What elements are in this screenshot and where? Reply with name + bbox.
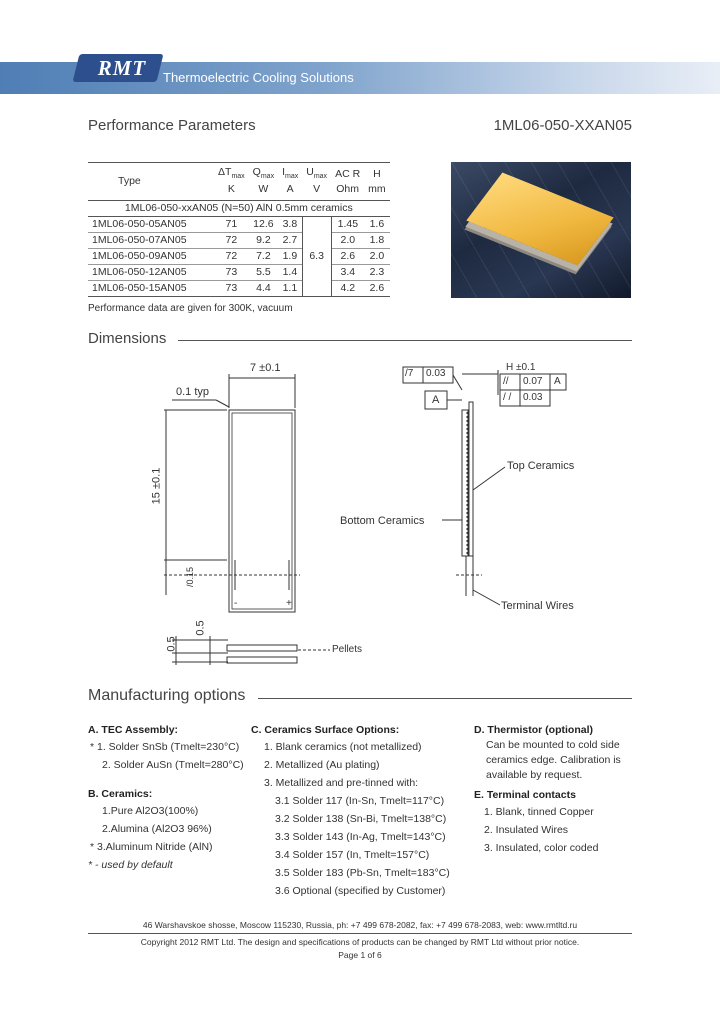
terminal-title: E. Terminal contacts xyxy=(474,789,576,801)
footer-rule xyxy=(88,933,632,934)
col-type: Type xyxy=(118,175,141,188)
terminal-wires-label: Terminal Wires xyxy=(501,600,574,612)
parallel-ref: A xyxy=(554,376,561,387)
page-title: Performance Parameters xyxy=(88,117,256,134)
list-item: 3. Insulated, color coded xyxy=(484,842,599,854)
default-note: * - used by default xyxy=(88,859,173,871)
list-item: 3.2 Solder 138 (Sn-Bi, Tmelt=138°C) xyxy=(275,813,447,825)
list-item: 1. Blank, tinned Copper xyxy=(484,806,594,818)
umax-value: 6.3 xyxy=(302,217,331,297)
column-assembly xyxy=(88,724,244,874)
list-item: 3.3 Solder 143 (In-Ag, Tmelt=143°C) xyxy=(275,831,446,843)
list-item: 1.Pure Al2O3(100%) xyxy=(102,805,199,817)
unit-mm: mm xyxy=(368,183,386,196)
flatness-value: 0.03 xyxy=(426,368,446,379)
thermistor-title: D. Thermistor (optional) xyxy=(474,724,593,736)
plus-label: + xyxy=(286,598,292,609)
list-item: 3.4 Solder 157 (In, Tmelt=157°C) xyxy=(275,849,430,861)
list-item: 1. Blank ceramics (not metallized) xyxy=(264,741,422,753)
flatness-symbol: /7 xyxy=(405,368,414,379)
parallel-symbol: // xyxy=(503,376,509,387)
list-item: 2. Metallized (Au plating) xyxy=(264,759,380,771)
manufacturing-rule xyxy=(258,698,632,699)
table-row: 1ML06-050-05AN05 71 12.6 3.8 6.3 1.45 1.6 xyxy=(88,217,390,233)
list-item: 2.Alumina (Al2O3 96%) xyxy=(102,823,212,835)
side-dim-b: 0.5 xyxy=(194,620,207,636)
module-top-view xyxy=(229,410,295,612)
flatness2-value: 0.03 xyxy=(523,392,543,403)
h-label: H ±0.1 xyxy=(506,362,536,373)
group-label: 1ML06-050-xxAN05 (N=50) AlN 0.5mm ceramics xyxy=(124,202,353,215)
width-label: 7 ±0.1 xyxy=(250,362,281,374)
bottom-ceramics-label: Bottom Ceramics xyxy=(340,515,425,527)
list-item: 2. Solder AuSn (Tmelt=280°C) xyxy=(102,759,244,771)
dimensions-title: Dimensions xyxy=(88,330,167,347)
col-dtmax: $\Delta T_{max}$ xyxy=(218,166,245,181)
thickness-label: 0.1 typ xyxy=(176,386,210,398)
col-imax: $I_{max}$ xyxy=(282,166,299,181)
unit-k: K xyxy=(227,183,235,196)
unit-ohm: Ohm xyxy=(336,183,359,196)
col-qmax: $Q_{max}$ xyxy=(252,166,275,181)
list-item: 3.6 Optional (specified by Customer) xyxy=(275,885,446,897)
logo-text: RMT xyxy=(97,56,147,80)
top-ceramics-label: Top Ceramics xyxy=(507,460,575,472)
unit-w: W xyxy=(258,183,269,196)
datum-a: A xyxy=(432,394,440,406)
performance-table xyxy=(88,162,390,297)
parallel-value: 0.07 xyxy=(523,376,543,387)
manufacturing-title: Manufacturing options xyxy=(88,687,246,704)
part-number: 1ML06-050-XXAN05 xyxy=(493,117,632,134)
list-item: * 1. Solder SnSb (Tmelt=230°C) xyxy=(90,741,240,753)
list-item: 3.1 Solder 117 (In-Sn, Tmelt=117°C) xyxy=(275,795,445,807)
wire-label: /0.15 xyxy=(185,566,196,588)
column-surface xyxy=(251,724,450,900)
table-row: 1ML06-050-12AN05 73 5.5 1.4 3.4 2.3 xyxy=(88,265,390,281)
column-thermistor xyxy=(474,724,621,857)
footer-address: 46 Warshavskoe shosse, Moscow 115230, Russia, ph: +7 499 678-2082, fax: +7 499 678-2083, web: www.rmtltd.ru xyxy=(142,920,578,930)
list-item: 3.5 Solder 183 (Pb-Sn, Tmelt=183°C) xyxy=(275,867,450,879)
col-acr: AC R xyxy=(335,168,361,181)
unit-a: A xyxy=(286,183,294,196)
tagline: Thermoelectric Cooling Solutions xyxy=(163,70,354,85)
col-h: H xyxy=(373,168,381,181)
thermistor-text-1: Can be mounted to cold side xyxy=(486,739,620,751)
thermistor-text-2: ceramics edge. Calibration is xyxy=(486,754,621,766)
table-row: 1ML06-050-15AN05 73 4.4 1.1 4.2 2.6 xyxy=(88,281,390,297)
page-number: Page 1 of 6 xyxy=(338,950,382,960)
list-item: * 3.Aluminum Nitride (AlN) xyxy=(90,841,213,853)
footer-copyright: Copyright 2012 RMT Ltd. The design and specifications of products can be changed by RMT Ltd without prior notice. xyxy=(140,937,580,947)
surface-title: C. Ceramics Surface Options: xyxy=(251,724,400,736)
table-row: 1ML06-050-07AN05 72 9.2 2.7 2.0 1.8 xyxy=(88,233,390,249)
table-note: Performance data are given for 300K, vacuum xyxy=(88,303,293,314)
side-dim-a: 0.5 xyxy=(165,636,178,652)
col-umax: $U_{max}$ xyxy=(306,166,328,181)
height-label: 15 ±0.1 xyxy=(150,467,163,505)
ceramics-title: B. Ceramics: xyxy=(88,788,153,800)
unit-v: V xyxy=(313,183,321,196)
list-item: 3. Metallized and pre-tinned with: xyxy=(264,777,419,789)
dimensions-rule xyxy=(178,340,632,341)
table-row: 1ML06-050-09AN05 72 7.2 1.9 2.6 2.0 xyxy=(88,249,390,265)
list-item: 2. Insulated Wires xyxy=(484,824,569,836)
flatness2-symbol: / / xyxy=(503,392,512,403)
minus-label: - xyxy=(234,598,238,609)
pellets-label: Pellets xyxy=(332,644,363,655)
thermistor-text-3: available by request. xyxy=(486,769,583,781)
assembly-title: A. TEC Assembly: xyxy=(88,724,179,736)
